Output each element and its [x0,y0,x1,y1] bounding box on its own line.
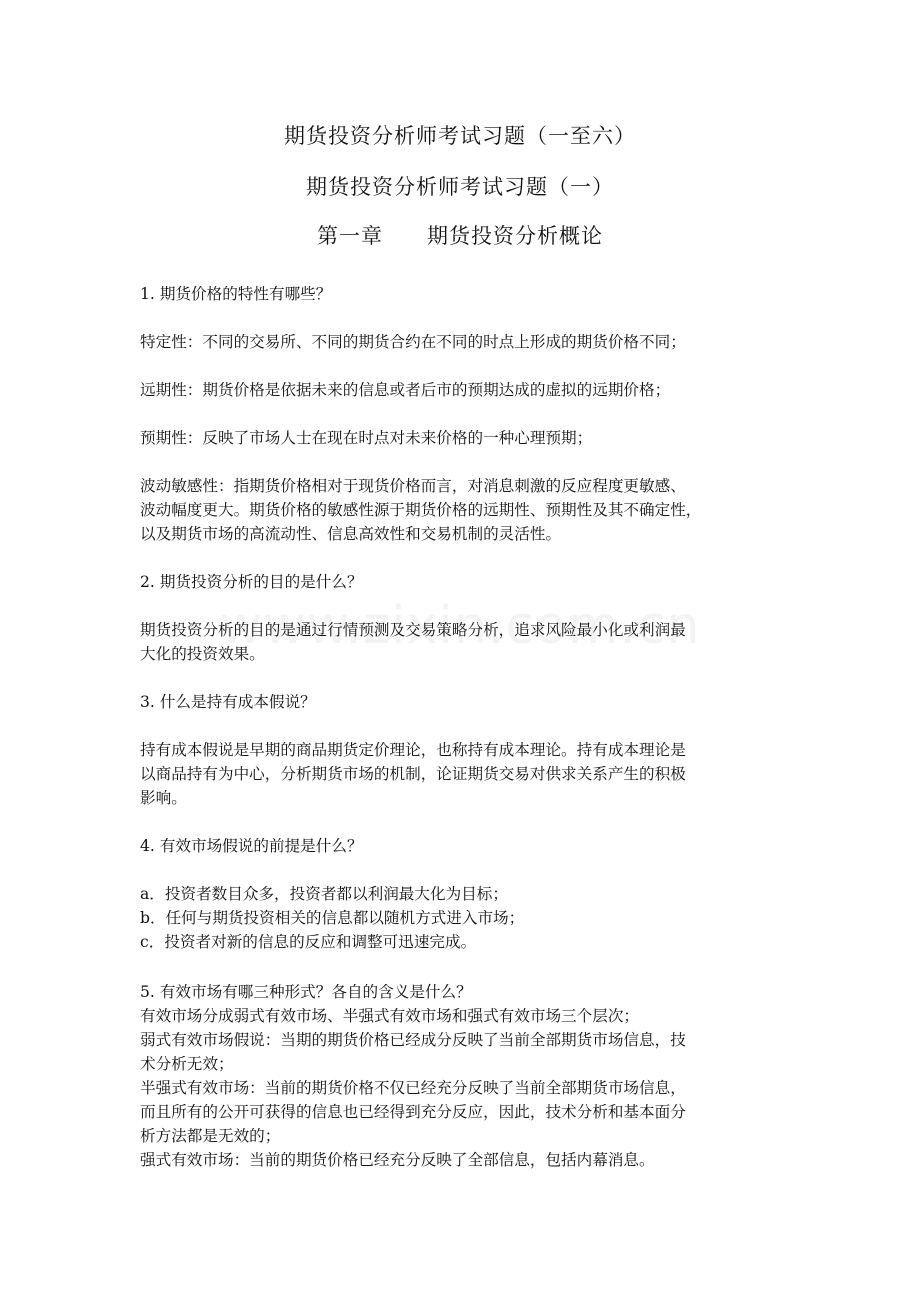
text-line: 期货投资分析的目的是通过行情预测及交易策略分析，追求风险最小化或利润最 [140,621,686,639]
text-line: 以及期货市场的高流动性、信息高效性和交易机制的灵活性。 [140,525,562,543]
q2-question: 2. 期货投资分析的目的是什么？ [140,573,363,591]
text-line: 大化的投资效果。 [140,645,265,663]
chapter-number: 第一章 [317,224,383,248]
q5-block [140,980,800,1172]
list-item: a．投资者数目众多，投资者都以利润最大化为目标； [140,885,508,903]
text-line: 弱式有效市场假说：当期的期货价格已经成分反映了当前全部期货市场信息，技 [140,1031,686,1049]
text-line: 波动敏感性：指期货价格相对于现货价格而言，对消息刺激的反应程度更敏感、 [140,477,686,495]
text-line: 强式有效市场：当前的期货价格已经充分反映了全部信息，包括内幕消息。 [140,1151,655,1169]
q4-question: 4. 有效市场假说的前提是什么？ [140,837,363,855]
q1-answer-forward: 远期性：期货价格是依据未来的信息或者后市的预期达成的虚拟的远期价格； [140,381,671,399]
q4-answers [140,882,800,954]
text-line: 影响。 [140,789,187,807]
text-line: 持有成本假说是早期的商品期货定价理论，也称持有成本理论。持有成本理论是 [140,741,686,759]
text-line: 术分析无效； [140,1055,234,1073]
list-item: b．任何与期货投资相关的信息都以随机方式进入市场； [140,909,525,927]
main-title: 期货投资分析师考试习题（一至六） [284,124,636,148]
text-line: 波动幅度更大。期货价格的敏感性源于期货价格的远期性、预期性及其不确定性， [140,501,702,519]
text-line: 半强式有效市场：当前的期货价格不仅已经充分反映了当前全部期货市场信息， [140,1079,686,1097]
q3-question: 3. 什么是持有成本假说？ [140,693,316,711]
list-item: c．投资者对新的信息的反应和调整可迅速完成。 [140,933,477,951]
q1-answer-specificity: 特定性：不同的交易所、不同的期货合约在不同的时点上形成的期货价格不同； [140,333,686,351]
chapter-heading [0,220,920,250]
q1-answer-sensitivity [140,474,800,546]
q1-question: 1. 期货价格的特性有哪些？ [140,285,332,303]
text-line: 以商品持有为中心，分析期货市场的机制，论证期货交易对供求关系产生的积极 [140,765,686,783]
text-line: 有效市场分成弱式有效市场、半强式有效市场和强式有效市场三个层次； [140,1007,640,1025]
q1-answer-expectation: 预期性：反映了市场人士在现在时点对未来价格的一种心理预期； [140,429,593,447]
q3-answer [140,738,800,810]
sub-title: 期货投资分析师考试习题（一） [306,175,614,199]
chapter-title: 期货投资分析概论 [427,224,603,248]
q5-question: 5. 有效市场有哪三种形式？各自的含义是什么？ [140,983,472,1001]
text-line: 析方法都是无效的； [140,1127,281,1145]
q2-answer [140,618,800,666]
text-line: 而且所有的公开可获得的信息也已经得到充分反应，因此，技术分析和基本面分 [140,1103,686,1121]
